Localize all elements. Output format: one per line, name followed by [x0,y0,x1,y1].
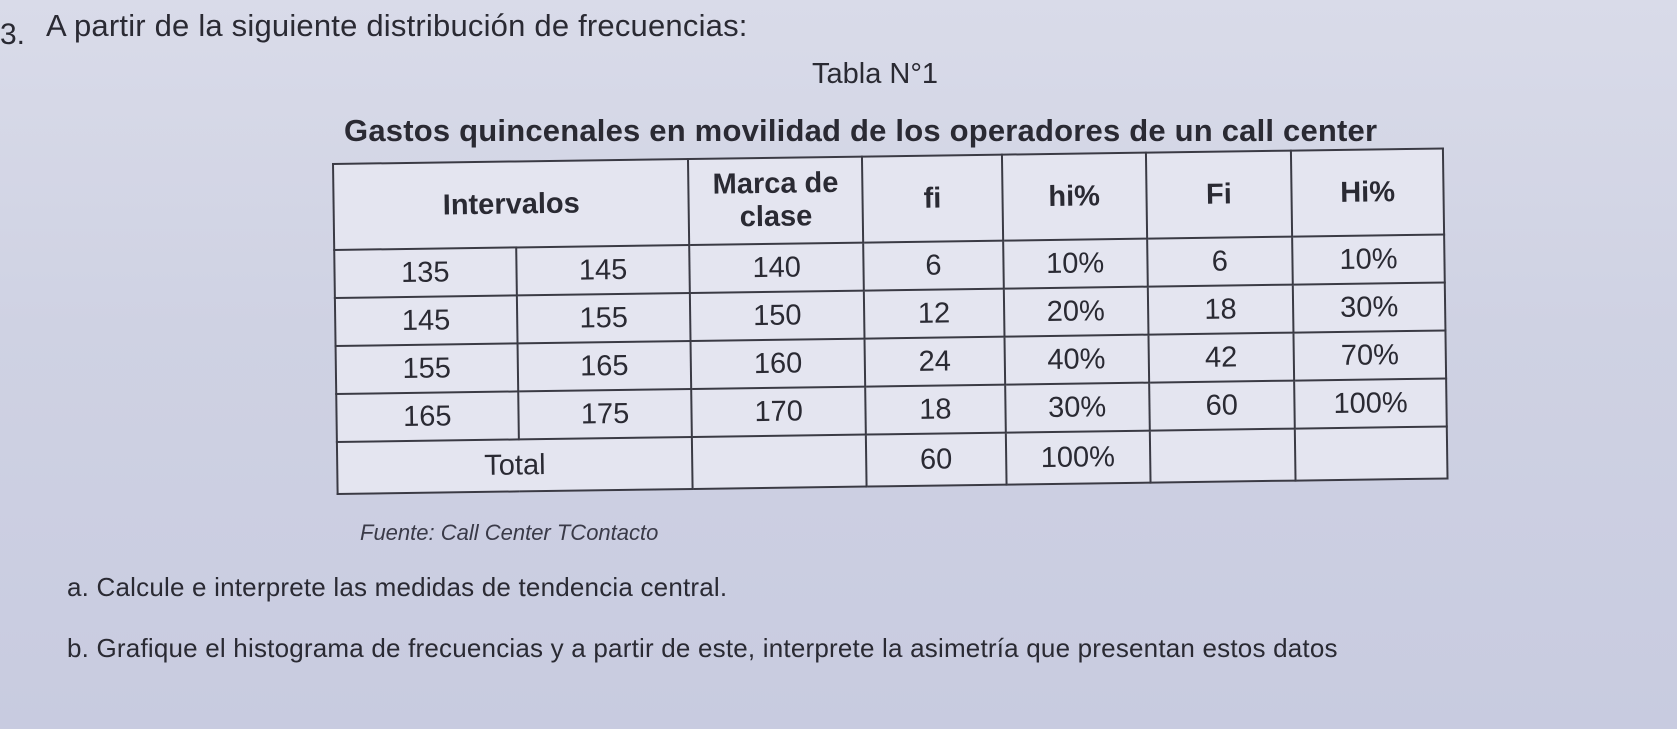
cell-total-hi: 100% [1006,431,1150,485]
cell-upper: 145 [516,245,690,295]
cell-total-Hi-empty [1295,426,1448,480]
cell-upper: 175 [518,389,692,439]
cell-total-label: Total [337,437,693,494]
table-header-row [333,148,1444,249]
cell-Fi: 18 [1147,285,1293,335]
cell-lower: 155 [336,343,518,394]
header-class-mark: Marca de clase [688,157,863,245]
cell-upper: 155 [517,293,691,343]
cell-hi: 20% [1004,287,1148,337]
cell-hi: 30% [1005,383,1149,433]
cell-Fi: 42 [1148,333,1294,383]
header-Hi-pct: Hi% [1291,148,1444,236]
cell-class-mark: 150 [690,291,864,341]
cell-Hi: 10% [1292,234,1444,284]
question-a: a. Calcule e interprete las medidas de tendencia central. [67,572,728,602]
problem-intro: A partir de la siguiente distribución de frecuencias: [46,8,748,43]
cell-Fi: 60 [1149,381,1295,431]
cell-hi: 40% [1004,335,1148,385]
cell-Hi: 100% [1294,378,1446,428]
header-hi-pct: hi% [1002,153,1147,241]
cell-Hi: 70% [1294,330,1446,380]
cell-total-fi: 60 [866,433,1006,487]
cell-total-mark-empty [692,435,866,489]
cell-lower: 145 [335,295,517,346]
cell-lower: 165 [336,391,518,442]
cell-class-mark: 140 [690,243,864,293]
cell-fi: 18 [865,385,1005,435]
table-label: Tabla N°1 [812,58,939,90]
header-Fi: Fi [1145,151,1292,239]
cell-fi: 6 [863,241,1003,291]
cell-hi: 10% [1003,239,1147,289]
cell-upper: 165 [517,341,691,391]
header-intervals: Intervalos [333,159,689,250]
problem-number: 3. [0,18,26,51]
cell-class-mark: 160 [691,339,865,389]
cell-fi: 24 [865,337,1005,387]
cell-lower: 135 [334,247,516,298]
frequency-table [332,147,1449,494]
header-fi: fi [862,155,1003,243]
cell-class-mark: 170 [692,387,866,437]
question-b: b. Grafique el histograma de frecuencias y a partir de este, interprete la asimetría que presentan estos datos [67,633,1338,663]
cell-total-Fi-empty [1149,429,1295,483]
table-source: Fuente: Call Center TContacto [360,520,659,545]
table-title: Gastos quincenales en movilidad de los operadores de un call center [344,113,1378,148]
cell-fi: 12 [864,289,1004,339]
cell-Hi: 30% [1293,282,1445,332]
cell-Fi: 6 [1147,237,1293,287]
